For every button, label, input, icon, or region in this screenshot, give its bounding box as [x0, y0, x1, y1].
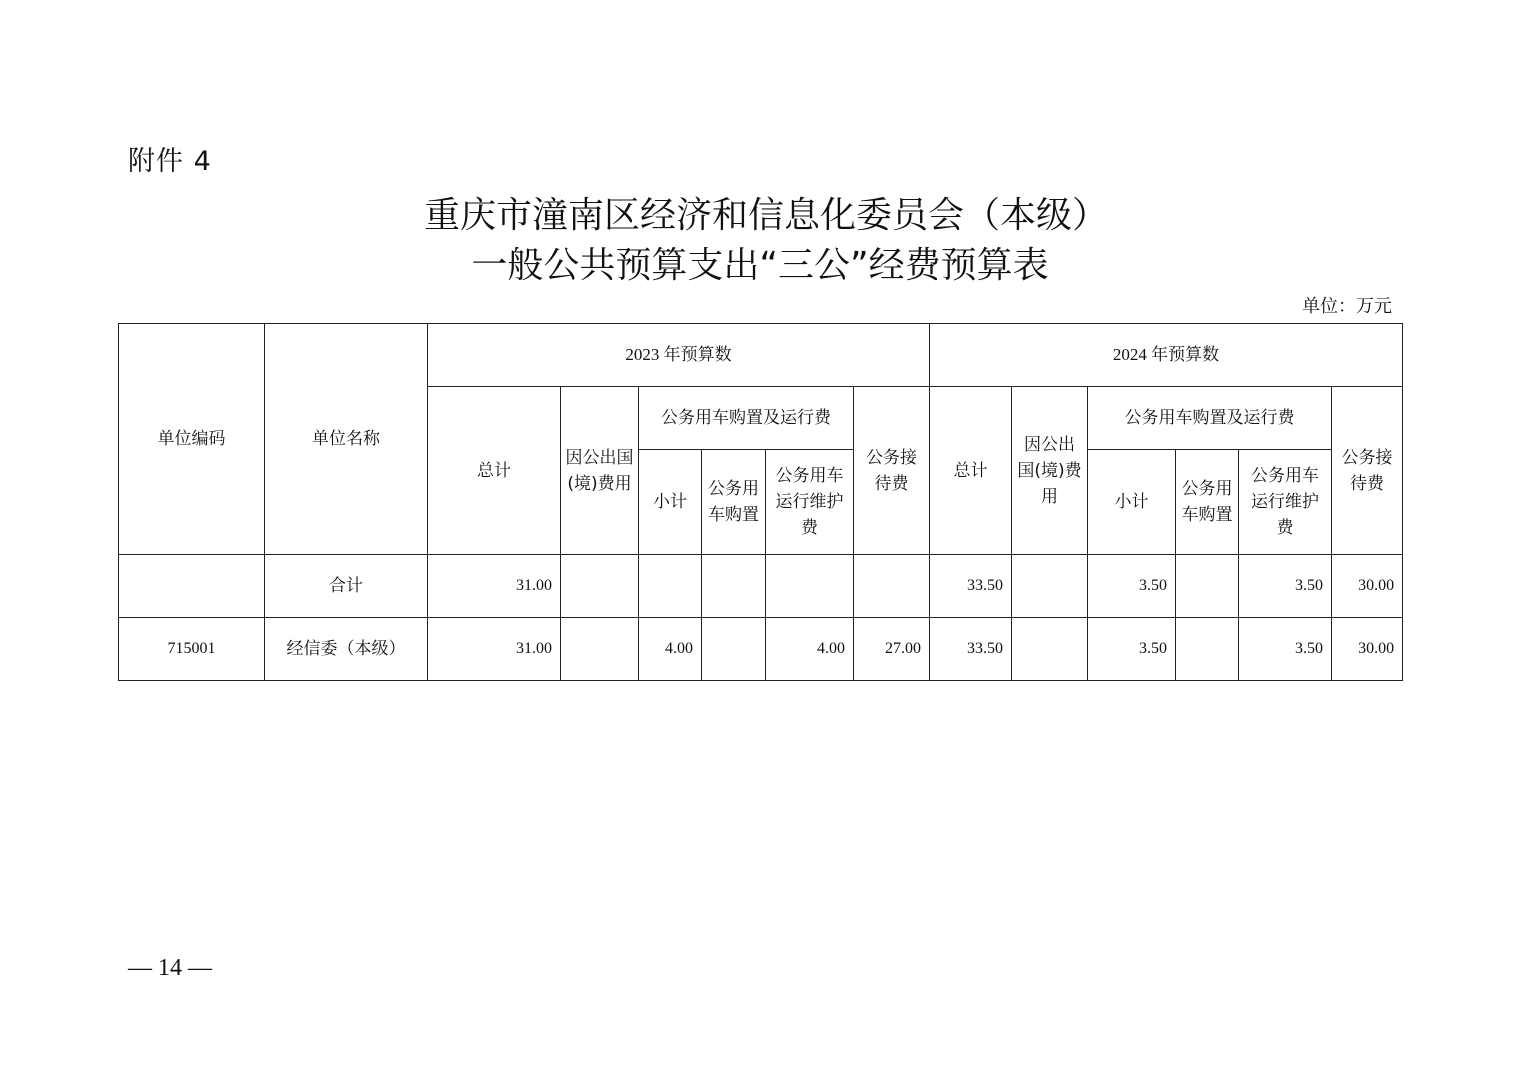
header-2023-vehicle-purchase: 公务用车购置: [702, 450, 766, 555]
cell-2024-vehicle-purchase: [1176, 618, 1239, 681]
cell-unit-name: 合计: [265, 555, 428, 618]
cell-2023-reception: 27.00: [854, 618, 930, 681]
cell-2023-vehicle-purchase: [702, 618, 766, 681]
document-title-line-1: 重庆市潼南区经济和信息化委员会（本级）: [423, 195, 1108, 236]
cell-2024-abroad: [1012, 618, 1088, 681]
cell-2024-subtotal: 3.50: [1088, 618, 1176, 681]
cell-2023-reception: [854, 555, 930, 618]
header-2024-vehicle-maintenance: 公务用车运行维护费: [1239, 450, 1332, 555]
header-2024-subtotal: 小计: [1088, 450, 1176, 555]
cell-2023-vehicle-maintenance: 4.00: [766, 618, 854, 681]
cell-2024-total: 33.50: [930, 555, 1012, 618]
header-unit-code: 单位编码: [119, 324, 265, 555]
cell-2024-vehicle-purchase: [1176, 555, 1239, 618]
header-2024-abroad: 因公出国(境)费用: [1012, 387, 1088, 555]
budget-table: [118, 323, 1403, 681]
header-2023-reception: 公务接待费: [854, 387, 930, 555]
cell-2024-vehicle-maintenance: 3.50: [1239, 618, 1332, 681]
unit-label: 单位：万元: [1302, 296, 1392, 317]
cell-2024-total: 33.50: [930, 618, 1012, 681]
header-2024-vehicle-purchase: 公务用车购置: [1176, 450, 1239, 555]
cell-unit-code: 715001: [119, 618, 265, 681]
table-row: [119, 618, 1403, 681]
cell-unit-code: [119, 555, 265, 618]
header-year-2024: 2024 年预算数: [930, 324, 1403, 387]
cell-2023-abroad: [561, 555, 639, 618]
cell-2023-total: 31.00: [428, 618, 561, 681]
cell-2023-vehicle-maintenance: [766, 555, 854, 618]
cell-2024-subtotal: 3.50: [1088, 555, 1176, 618]
cell-2023-total: 31.00: [428, 555, 561, 618]
header-2024-vehicle-group: 公务用车购置及运行费: [1088, 387, 1332, 450]
cell-2024-reception: 30.00: [1332, 555, 1403, 618]
header-2023-subtotal: 小计: [639, 450, 702, 555]
attachment-label: 附件 4: [128, 146, 212, 177]
cell-2023-subtotal: 4.00: [639, 618, 702, 681]
header-2023-abroad: 因公出国(境)费用: [561, 387, 639, 555]
header-row-years: [119, 324, 1403, 387]
cell-unit-name: 经信委（本级）: [265, 618, 428, 681]
header-2024-total: 总计: [930, 387, 1012, 555]
cell-2024-reception: 30.00: [1332, 618, 1403, 681]
cell-2024-vehicle-maintenance: 3.50: [1239, 555, 1332, 618]
page-number: — 14 —: [128, 955, 212, 981]
table-row: [119, 555, 1403, 618]
cell-2023-subtotal: [639, 555, 702, 618]
cell-2023-abroad: [561, 618, 639, 681]
header-2023-vehicle-group: 公务用车购置及运行费: [639, 387, 854, 450]
document-title-line-2: 一般公共预算支出“三公”经费预算表: [471, 245, 1049, 286]
header-unit-name: 单位名称: [265, 324, 428, 555]
header-2023-total: 总计: [428, 387, 561, 555]
header-2024-reception: 公务接待费: [1332, 387, 1403, 555]
header-2023-vehicle-maintenance: 公务用车运行维护费: [766, 450, 854, 555]
cell-2024-abroad: [1012, 555, 1088, 618]
cell-2023-vehicle-purchase: [702, 555, 766, 618]
header-year-2023: 2023 年预算数: [428, 324, 930, 387]
